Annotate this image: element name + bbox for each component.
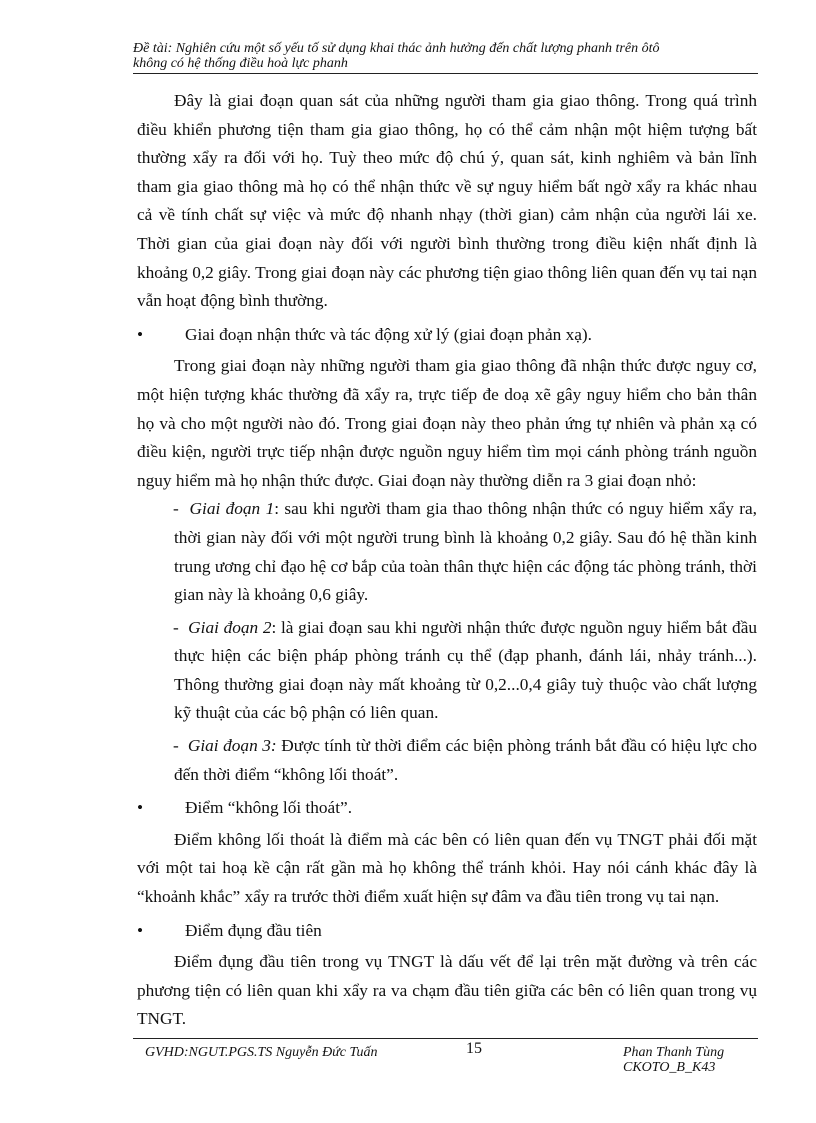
bullet-icon: • bbox=[137, 920, 144, 940]
paragraph-no-escape: Điểm không lối thoát là điểm mà các bên có liên quan đến vụ TNGT phải đối mặt với một tai hoạ kề cận rất gần mà họ không thể tránh khỏi. Hay nói cánh khác đây là “khoảnh khắc” xẩy ra trước thời điểm xuất hiện sự đâm va đầu tiên trong vụ tai nạn. bbox=[137, 829, 757, 907]
bullet-text: Giai đoạn nhận thức và tác động xử lý (giai đoạn phản xạ). bbox=[185, 324, 592, 344]
footer-author-block bbox=[623, 1045, 724, 1075]
bullet-text: Điểm “không lối thoát”. bbox=[185, 798, 353, 818]
paragraph-first-impact: Điểm đụng đầu tiên trong vụ TNGT là dấu vết để lại trên mặt đường và trên các phương tiện có liên quan khi xẩy ra va chạm đầu tiên giữa các bên có liên quan trong vụ TNGT. bbox=[137, 952, 757, 1029]
header-title-line-2: không có hệ thống điều hoà lực phanh bbox=[133, 56, 348, 71]
stage-text: sau khi người tham gia thao thông nhận thức có nguy hiểm xẩy ra, thời gian này đối với một người trung bình là khoảng 0,2 giây. Sau đó hệ thần kinh trung ương chỉ đạo hệ cơ bắp của toàn thân thực hiện các động tác phòng tránh, thời gian này là khoảng 0,6 giây. bbox=[174, 499, 758, 605]
bullet-item-first-impact bbox=[137, 917, 757, 946]
footer-author: Phan Thanh Tùng bbox=[623, 1045, 725, 1060]
stage-item-3 bbox=[137, 732, 757, 789]
dash-marker: - bbox=[173, 499, 179, 519]
page-header bbox=[133, 41, 758, 74]
dash-marker: - bbox=[173, 736, 179, 756]
footer-advisor: GVHD:NGUT.PGS.TS Nguyễn Đức Tuấn bbox=[145, 1045, 378, 1060]
footer-class-code: CKOTO_B_K43 bbox=[623, 1060, 716, 1075]
dash-marker: - bbox=[173, 617, 179, 637]
stage-label: Giai đoạn 2 bbox=[188, 617, 272, 637]
page-number: 15 bbox=[466, 1040, 482, 1057]
document-body bbox=[137, 87, 757, 1034]
bullet-icon: • bbox=[137, 324, 144, 344]
bullet-icon: • bbox=[137, 798, 144, 818]
stage-separator: : bbox=[274, 499, 280, 519]
stage-label: Giai đoạn 3: bbox=[187, 736, 277, 756]
bullet-text: Điểm đụng đầu tiên bbox=[185, 920, 322, 940]
stage-separator: : bbox=[271, 617, 277, 637]
header-title-line-1: Đề tài: Nghiên cứu một số yếu tố sử dụng khai thác ảnh hưởng đến chất lượng phanh trên ôtô bbox=[133, 41, 660, 56]
paragraph-reaction: Trong giai đoạn này những người tham gia giao thông đã nhận thức được nguy cơ, một hiện tượng khác thường đã xẩy ra, trực tiếp đe doạ xẽ gây nguy hiểm cho bản thân họ và cho một người nào đó. Trong giai đoạn này theo phản ứng tự nhiên và phản xạ có điều kiện, người trực tiếp nhận được nguồn nguy hiểm tìm mọi cánh phòng tránh nguồn nguy hiểm mà họ nhận thức được. Giai đoạn này thường diễn ra 3 giai đoạn nhỏ: bbox=[137, 356, 757, 490]
bullet-item-reaction-stage bbox=[137, 321, 757, 350]
stage-item-2 bbox=[137, 614, 757, 728]
stage-label: Giai đoạn 1 bbox=[189, 499, 275, 519]
page-footer bbox=[133, 1038, 758, 1075]
stage-item-1 bbox=[137, 495, 757, 609]
stage-text: là giai đoạn sau khi người nhận thức được nguồn nguy hiểm bắt đầu thực hiện các biện pháp phòng tránh cụ thể (đạp phanh, đánh lái, nhảy tránh...). Thông thường giai đoạn này mất khoảng từ 0,2...0,4 giây tuỳ thuộc vào chất lượng kỹ thuật của các bộ phận có liên quan. bbox=[174, 617, 758, 723]
bullet-item-no-escape-point bbox=[137, 794, 757, 823]
paragraph-observation: Đây là giai đoạn quan sát của những người tham gia giao thông. Trong quá trình điều khiển phương tiện tham gia giao thông, họ có thể cảm nhận một hiệm tượng bất thường xẩy ra đối với họ. Tuỳ theo mức độ chú ý, quan sát, kinh nghiêm và bản lĩnh tham gia giao thông mà họ có thể nhận thức về sự nguy hiểm bất ngờ xẩy ra khác nhau cả về tính chất sự việc và mức độ nhanh nhạy (thời gian) cảm nhận của người lái xe. Thời gian của giai đoạn này đối với người bình thường trong điều kiện nhất định là khoảng 0,2 giây. Trong giai đoạn này các phương tiện giao thông liên quan đến vụ tai nạn vẫn hoạt động bình thường. bbox=[137, 91, 757, 311]
stage-text: Được tính từ thời điểm các biện phòng tránh bắt đầu có hiệu lực cho đến thời điểm “không lối thoát”. bbox=[174, 736, 758, 784]
